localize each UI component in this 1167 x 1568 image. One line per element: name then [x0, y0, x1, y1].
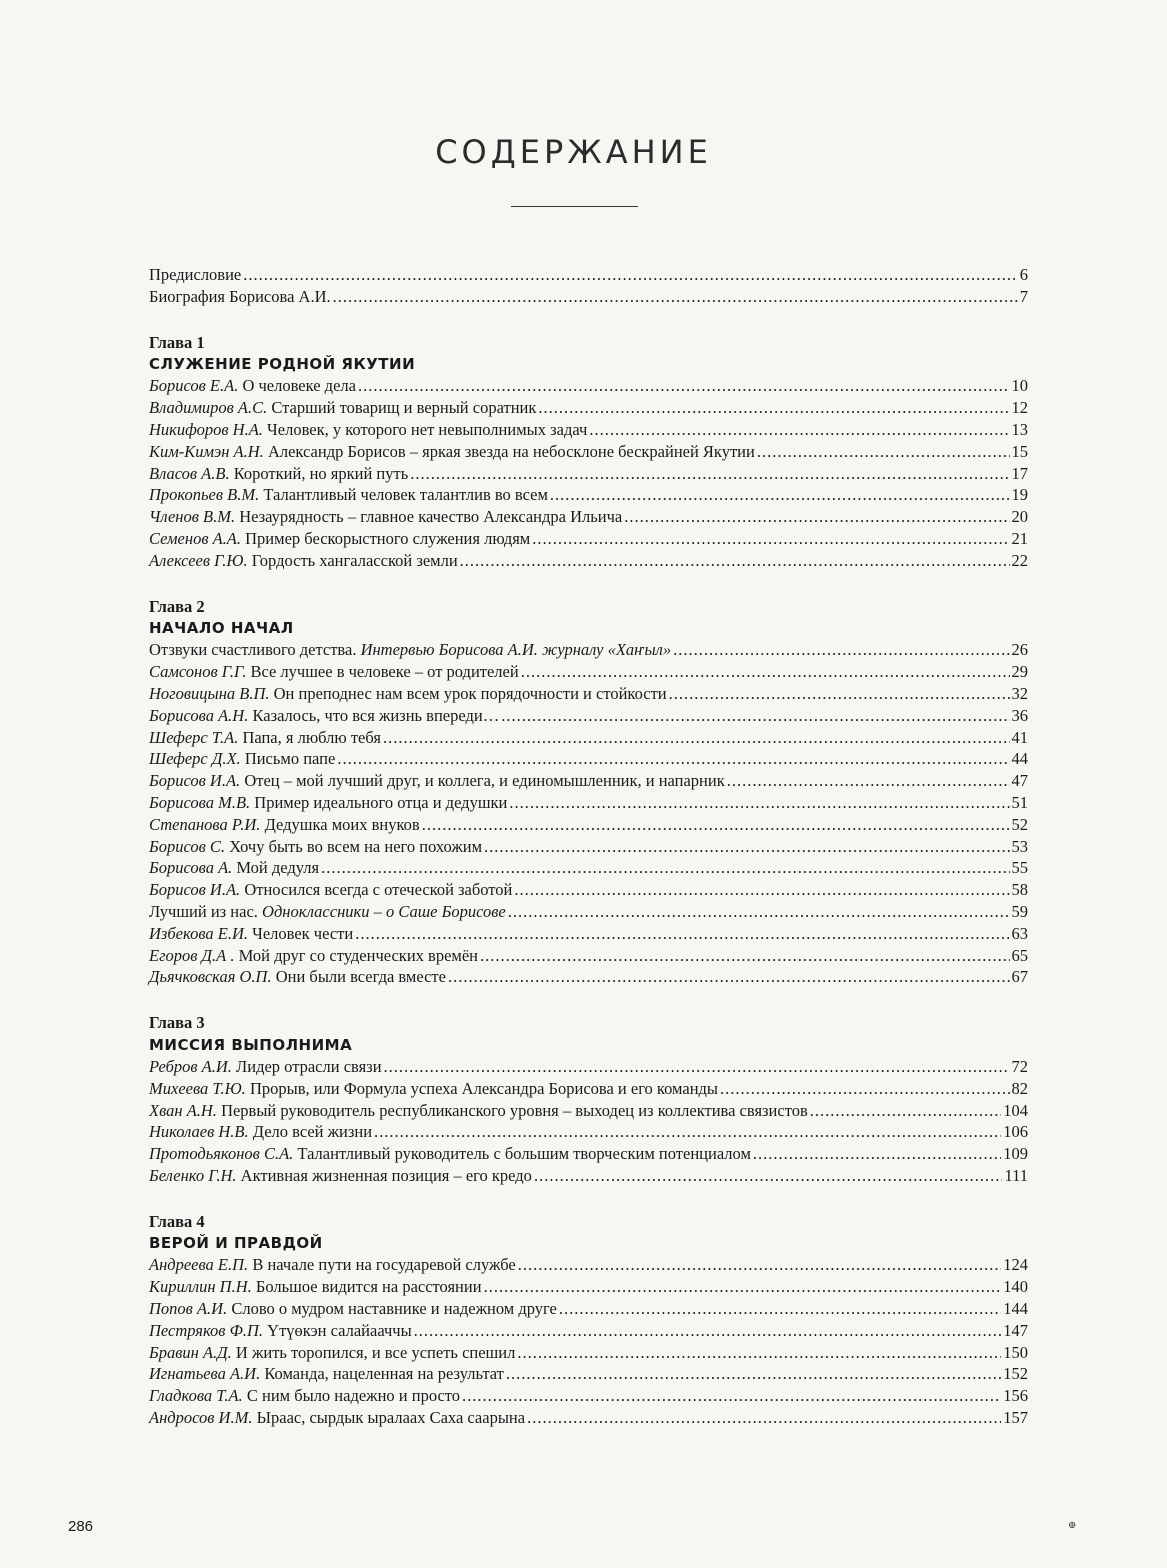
toc-entry-text — [149, 264, 241, 286]
toc-entry-page: 21 — [1011, 528, 1028, 548]
toc-entry — [149, 683, 1028, 705]
dot-leader — [518, 1254, 1002, 1276]
toc-entry-page: 17 — [1011, 463, 1028, 483]
toc-entry — [149, 748, 1028, 770]
toc-entry-title: Үтүөкэн салайааччы — [267, 1320, 412, 1340]
dot-leader — [527, 1407, 1001, 1429]
dot-leader — [669, 683, 1010, 705]
toc-entry — [149, 1320, 1028, 1342]
toc-entry-page: 55 — [1011, 858, 1028, 878]
toc-entry-text — [149, 1298, 557, 1320]
dot-leader — [384, 1056, 1010, 1078]
toc-entry-title: Мой друг со студенческих времён — [238, 945, 478, 965]
section-spacer — [149, 1187, 1028, 1211]
toc-entry-page: 26 — [1011, 640, 1028, 660]
toc-entry-title: В начале пути на государевой службе — [252, 1255, 516, 1275]
toc-entry-author: Борисов И.А. — [149, 880, 241, 900]
toc-entry-text — [149, 1100, 808, 1122]
toc-entry — [149, 945, 1028, 967]
toc-entry-title: Человек чести — [252, 923, 354, 943]
toc-entry-page: 51 — [1011, 792, 1028, 812]
toc-entry-text — [149, 1385, 460, 1407]
toc-entry-page: 156 — [1003, 1386, 1028, 1406]
toc-entry-author: Борисов Е.А. — [149, 376, 239, 396]
toc-entry — [149, 397, 1028, 419]
toc-entry-title: Письмо папе — [244, 749, 336, 769]
section-spacer — [149, 572, 1028, 596]
toc-entry-title: Мой дедуля — [236, 858, 320, 878]
chapter-label: Глава 2 — [149, 596, 205, 616]
toc-entry-text — [149, 1143, 751, 1165]
page-title: СОДЕРЖАНИЕ — [435, 133, 712, 172]
toc-entry — [149, 264, 1028, 286]
toc-entry-title: Талантливый человек талантлив во всем — [263, 485, 548, 505]
toc-entry — [149, 857, 1028, 879]
section-spacer — [149, 308, 1028, 332]
toc-entry — [149, 814, 1028, 836]
toc-entry-title: Пример идеального отца и дедушки — [254, 792, 508, 812]
toc-entry-author: Андросов И.М. — [149, 1408, 253, 1428]
toc-entry-text — [149, 286, 331, 308]
toc-entry-text — [149, 792, 507, 814]
toc-entry — [149, 419, 1028, 441]
dot-leader — [501, 705, 1009, 727]
toc-entry — [149, 1143, 1028, 1165]
toc-entry-page: 10 — [1011, 376, 1028, 396]
toc-entry-title: Отец – мой лучший друг, и коллега, и единомышленник, и напарник — [244, 771, 725, 791]
toc-entry-title: Короткий, но яркий путь — [233, 463, 409, 483]
section-spacer — [149, 988, 1028, 1012]
toc-entry-author: Борисова А.Н. — [149, 705, 249, 725]
toc-entry-title: Хочу быть во всем на него похожим — [229, 836, 483, 856]
toc-entry-text — [149, 419, 587, 441]
toc-entry-title: Относился всегда с отеческой заботой — [244, 880, 513, 900]
toc-entry-page: 7 — [1019, 286, 1028, 306]
toc-entry-author: Ким-Кимэн А.Н. — [149, 441, 264, 461]
toc-entry-text — [149, 1276, 482, 1298]
toc-entry — [149, 901, 1028, 923]
toc-entry-page: 104 — [1003, 1100, 1028, 1120]
toc-entry-author: Бравин А.Д. — [149, 1342, 232, 1362]
toc-entry-text — [149, 1320, 412, 1342]
toc-entry-page: 72 — [1011, 1056, 1028, 1076]
toc-entry-page: 124 — [1003, 1255, 1028, 1275]
chapter-label: Глава 1 — [149, 332, 205, 352]
toc-entry-author: Гладкова Т.А. — [149, 1386, 243, 1406]
page-number: 286 — [68, 1518, 94, 1535]
toc-entry-title: Дедушка моих внуков — [264, 814, 420, 834]
toc-entry-title: Александр Борисов – яркая звезда на небосклоне бескрайней Якутии — [267, 441, 755, 461]
toc-entry-title: Слово о мудром наставнике и надежном друге — [231, 1299, 557, 1319]
toc-entry-title: Дело всей жизни — [252, 1122, 373, 1142]
toc-entry-text — [149, 923, 353, 945]
toc-entry — [149, 1298, 1028, 1320]
dot-leader — [484, 836, 1009, 858]
toc-entry-text — [149, 748, 335, 770]
toc-entry-author: Шеферс Т.А. — [149, 727, 239, 747]
toc-entry — [149, 1254, 1028, 1276]
dot-leader — [448, 966, 1010, 988]
dot-leader — [508, 901, 1010, 923]
chapter-block — [149, 1012, 1028, 1187]
toc-entry-title: Предисловие — [149, 265, 242, 284]
toc-entry — [149, 528, 1028, 550]
toc-entry-page: 157 — [1003, 1408, 1028, 1428]
toc-entry-page: 12 — [1011, 398, 1028, 418]
toc-entry-text — [149, 727, 381, 749]
toc-entry-page: 65 — [1011, 945, 1028, 965]
toc-entry-page: 22 — [1011, 550, 1028, 570]
dot-leader — [243, 264, 1018, 286]
toc-entry-page: 19 — [1011, 485, 1028, 505]
chapter-title: СЛУЖЕНИЕ РОДНОЙ ЯКУТИИ — [149, 355, 416, 374]
chapter-block — [149, 596, 1028, 989]
toc-entry-author: Андреева Е.П. — [149, 1255, 249, 1275]
toc-entry-title: О человеке дела — [242, 376, 356, 396]
toc-entry-author: Кириллин П.Н. — [149, 1277, 252, 1297]
intro-section — [149, 264, 1028, 308]
toc-entry — [149, 770, 1028, 792]
toc-entry — [149, 463, 1028, 485]
dot-leader — [810, 1100, 1002, 1122]
toc-entry-title: Старший товарищ и верный соратник — [271, 398, 537, 418]
toc-entry — [149, 966, 1028, 988]
toc-entry-page: 147 — [1003, 1320, 1028, 1340]
toc-entry — [149, 1056, 1028, 1078]
toc-entry-title: Пример бескорыстного служения людям — [245, 528, 531, 548]
toc-entry-page: 32 — [1011, 683, 1028, 703]
dot-leader — [374, 1121, 1001, 1143]
toc-entry-text — [149, 879, 512, 901]
toc-entry-title: Он преподнес нам всем урок порядочности и стойкости — [273, 683, 667, 703]
chapter-label: Глава 4 — [149, 1211, 205, 1231]
toc-entry — [149, 1165, 1028, 1187]
toc-entry-page: 144 — [1003, 1299, 1028, 1319]
toc-entry-page: 59 — [1011, 901, 1028, 921]
chapter-title: ВЕРОЙ И ПРАВДОЙ — [149, 1234, 323, 1253]
toc-entry-title-italic: Интервью Борисова А.И. журналу «Хаҥыл» — [360, 640, 672, 660]
toc-entry — [149, 1385, 1028, 1407]
toc-entry-page: 6 — [1019, 265, 1028, 284]
toc-entry-text — [149, 770, 725, 792]
title-divider — [511, 206, 638, 207]
dot-leader — [514, 879, 1009, 901]
toc-entry-author: Протодьяконов С.А. — [149, 1144, 294, 1164]
toc-entry-page: 140 — [1003, 1277, 1028, 1297]
toc-entry-author: Членов В.М. — [149, 507, 236, 527]
toc-entry-author: Семенов А.А. — [149, 528, 242, 548]
toc-entry-text — [149, 1342, 515, 1364]
dot-leader — [383, 727, 1010, 749]
chapters — [149, 308, 1028, 1429]
dot-leader — [517, 1342, 1001, 1364]
toc-entry-author: Дьячковская О.П. — [149, 967, 272, 987]
toc-entry-page: 29 — [1011, 662, 1028, 682]
toc-entry-author: Никифоров Н.А. — [149, 419, 263, 439]
toc-entry-page: 82 — [1011, 1078, 1028, 1098]
toc-entry-page: 20 — [1011, 507, 1028, 527]
toc-entry-title: Лидер отрасли связи — [236, 1056, 382, 1076]
dot-leader — [484, 1276, 1002, 1298]
dot-leader — [757, 441, 1010, 463]
toc-entry-text — [149, 506, 622, 528]
dot-leader — [422, 814, 1010, 836]
toc-entry-title: С ним было надежно и просто — [246, 1386, 461, 1406]
toc-entry-author: Степанова Р.И. — [149, 814, 261, 834]
toc-entry — [149, 286, 1028, 308]
toc-entry-title: Все лучшее в человеке – от родителей — [250, 662, 519, 682]
toc-entry-author: Борисов И.А. — [149, 771, 241, 791]
dot-leader — [589, 419, 1009, 441]
dot-leader — [358, 375, 1010, 397]
toc-entry-text — [149, 966, 446, 988]
toc-entry-author: Ноговицына В.П. — [149, 683, 270, 703]
toc-entry — [149, 550, 1028, 572]
toc-entry-text — [149, 705, 499, 727]
toc-entry-page: 58 — [1011, 880, 1028, 900]
dot-leader — [532, 528, 1009, 550]
toc-entry-text — [149, 683, 667, 705]
toc-entry-title: Отзвуки счастливого детства. — [149, 640, 357, 660]
toc-entry-title: Прорыв, или Формула успеха Александра Борисова и его команды — [249, 1078, 719, 1098]
toc-entry-title: Активная жизненная позиция – его кредо — [240, 1165, 532, 1185]
toc-entry-author: Егоров Д.А . — [149, 945, 235, 965]
toc-entry-text — [149, 1121, 372, 1143]
toc-entry — [149, 923, 1028, 945]
toc-entry-author: Борисова М.В. — [149, 792, 251, 812]
dot-leader — [753, 1143, 1001, 1165]
toc-entry-author: Борисов С. — [149, 836, 226, 856]
toc-entry — [149, 1363, 1028, 1385]
table-of-contents — [149, 264, 1028, 1429]
toc-entry-title: Казалось, что вся жизнь впереди… — [252, 705, 500, 725]
toc-entry-text — [149, 639, 671, 661]
dot-leader — [538, 397, 1009, 419]
toc-entry-page: 109 — [1003, 1144, 1028, 1164]
toc-entry-author: Борисова А. — [149, 858, 233, 878]
dot-leader — [720, 1078, 1009, 1100]
toc-entry-author: Николаев Н.В. — [149, 1122, 249, 1142]
toc-entry-author: Самсонов Г.Г. — [149, 662, 247, 682]
toc-entry-page: 63 — [1011, 923, 1028, 943]
toc-entry-text — [149, 661, 519, 683]
toc-entry — [149, 661, 1028, 683]
toc-entry-author: Михеева Т.Ю. — [149, 1078, 246, 1098]
toc-entry-title: И жить торопился, и все успеть спешил — [235, 1342, 516, 1362]
toc-entry — [149, 1407, 1028, 1429]
toc-entry-title: Команда, нацеленная на результат — [264, 1364, 504, 1384]
toc-entry-page: 44 — [1011, 749, 1028, 769]
chapter-block — [149, 1211, 1028, 1429]
toc-entry-page: 106 — [1003, 1122, 1028, 1142]
toc-entry-author: Беленко Г.Н. — [149, 1165, 237, 1185]
toc-entry-text — [149, 484, 548, 506]
dot-leader — [559, 1298, 1001, 1320]
toc-entry — [149, 836, 1028, 858]
toc-entry-author: Избекова Е.И. — [149, 923, 248, 943]
toc-entry-text — [149, 814, 420, 836]
toc-entry-title: Ыраас, сырдык ыралаах Саха саарына — [256, 1408, 526, 1428]
toc-entry-text — [149, 441, 755, 463]
dot-leader — [462, 1385, 1001, 1407]
toc-entry — [149, 1342, 1028, 1364]
toc-entry-title: Первый руководитель республиканского уровня – выходец из коллектива связистов — [221, 1100, 808, 1120]
toc-entry-author: Ребров А.И. — [149, 1056, 232, 1076]
toc-entry-page: 47 — [1011, 771, 1028, 791]
toc-entry — [149, 705, 1028, 727]
toc-entry-title: Биография Борисова А.И. — [149, 286, 331, 306]
dot-leader — [337, 748, 1009, 770]
toc-entry-text — [149, 1078, 718, 1100]
toc-entry — [149, 879, 1028, 901]
toc-entry — [149, 484, 1028, 506]
toc-entry-text — [149, 901, 506, 923]
dot-leader — [410, 463, 1009, 485]
toc-entry-title: Гордость хангаласской земли — [251, 550, 458, 570]
toc-entry-title: Человек, у которого нет невыполнимых задач — [267, 419, 588, 439]
toc-entry-page: 53 — [1011, 836, 1028, 856]
dot-leader — [534, 1165, 1003, 1187]
toc-entry-author: Попов А.И. — [149, 1299, 228, 1319]
dot-leader — [509, 792, 1009, 814]
toc-entry-author: Шеферс Д.Х. — [149, 749, 241, 769]
toc-entry-text — [149, 1056, 382, 1078]
dot-leader — [460, 550, 1010, 572]
toc-entry-page: 152 — [1003, 1364, 1028, 1384]
toc-entry-text — [149, 1407, 525, 1429]
toc-entry-text — [149, 945, 478, 967]
toc-entry-page: 111 — [1004, 1165, 1028, 1185]
toc-entry-text — [149, 1363, 504, 1385]
toc-entry-page: 36 — [1011, 705, 1028, 725]
toc-entry-author: Игнатьева А.И. — [149, 1364, 261, 1384]
chapter-label: Глава 3 — [149, 1013, 205, 1033]
dot-leader — [624, 506, 1009, 528]
toc-entry-page: 67 — [1011, 967, 1028, 987]
toc-entry-author: Пестряков Ф.П. — [149, 1320, 264, 1340]
toc-entry-title: Они были всегда вместе — [275, 967, 446, 987]
toc-entry-text — [149, 857, 319, 879]
dot-leader — [521, 661, 1010, 683]
toc-entry — [149, 1121, 1028, 1143]
toc-entry-title: Талантливый руководитель с большим творческим потенциалом — [297, 1144, 751, 1164]
dot-leader — [414, 1320, 1002, 1342]
dot-leader — [321, 857, 1009, 879]
toc-entry — [149, 441, 1028, 463]
toc-entry-page: 52 — [1011, 814, 1028, 834]
toc-entry — [149, 792, 1028, 814]
chapter-title: НАЧАЛО НАЧАЛ — [149, 619, 294, 638]
toc-entry-title-italic: Одноклассники – о Саше Борисове — [262, 901, 506, 921]
dot-leader — [550, 484, 1010, 506]
toc-entry-text — [149, 528, 530, 550]
toc-entry-page: 41 — [1011, 727, 1028, 747]
toc-entry-text — [149, 397, 536, 419]
toc-entry — [149, 639, 1028, 661]
toc-entry-title: Папа, я люблю тебя — [242, 727, 381, 747]
toc-entry-author: Владимиров А.С. — [149, 398, 268, 418]
toc-entry-title: Незаурядность – главное качество Александра Ильича — [239, 507, 623, 527]
toc-entry-text — [149, 1165, 532, 1187]
toc-entry-author: Хван А.Н. — [149, 1100, 217, 1120]
toc-entry-page: 13 — [1011, 419, 1028, 439]
toc-entry-text — [149, 550, 458, 572]
dot-leader — [480, 945, 1010, 967]
toc-entry — [149, 727, 1028, 749]
chapter-title: МИССИЯ ВЫПОЛНИМА — [149, 1035, 353, 1054]
dot-leader — [506, 1363, 1001, 1385]
toc-entry-author: Прокопьев В.М. — [149, 485, 260, 505]
toc-entry-text — [149, 375, 356, 397]
dot-leader — [673, 639, 1009, 661]
dot-leader — [727, 770, 1010, 792]
toc-entry — [149, 506, 1028, 528]
toc-entry-page: 15 — [1011, 441, 1028, 461]
dot-leader — [333, 286, 1018, 308]
toc-entry-title: Большое видится на расстоянии — [255, 1277, 482, 1297]
toc-entry — [149, 1276, 1028, 1298]
toc-entry — [149, 375, 1028, 397]
toc-entry-text — [149, 463, 408, 485]
toc-entry-text — [149, 1254, 516, 1276]
toc-entry-page: 150 — [1003, 1342, 1028, 1362]
toc-entry-text — [149, 836, 482, 858]
toc-entry — [149, 1100, 1028, 1122]
registration-mark-icon: ⊕ — [1068, 1520, 1077, 1531]
toc-entry-author: Алексеев Г.Ю. — [149, 550, 248, 570]
toc-entry — [149, 1078, 1028, 1100]
toc-entry-author: Власов А.В. — [149, 463, 230, 483]
toc-entry-title: Лучший из нас. — [149, 901, 258, 921]
chapter-block — [149, 332, 1028, 572]
dot-leader — [355, 923, 1009, 945]
